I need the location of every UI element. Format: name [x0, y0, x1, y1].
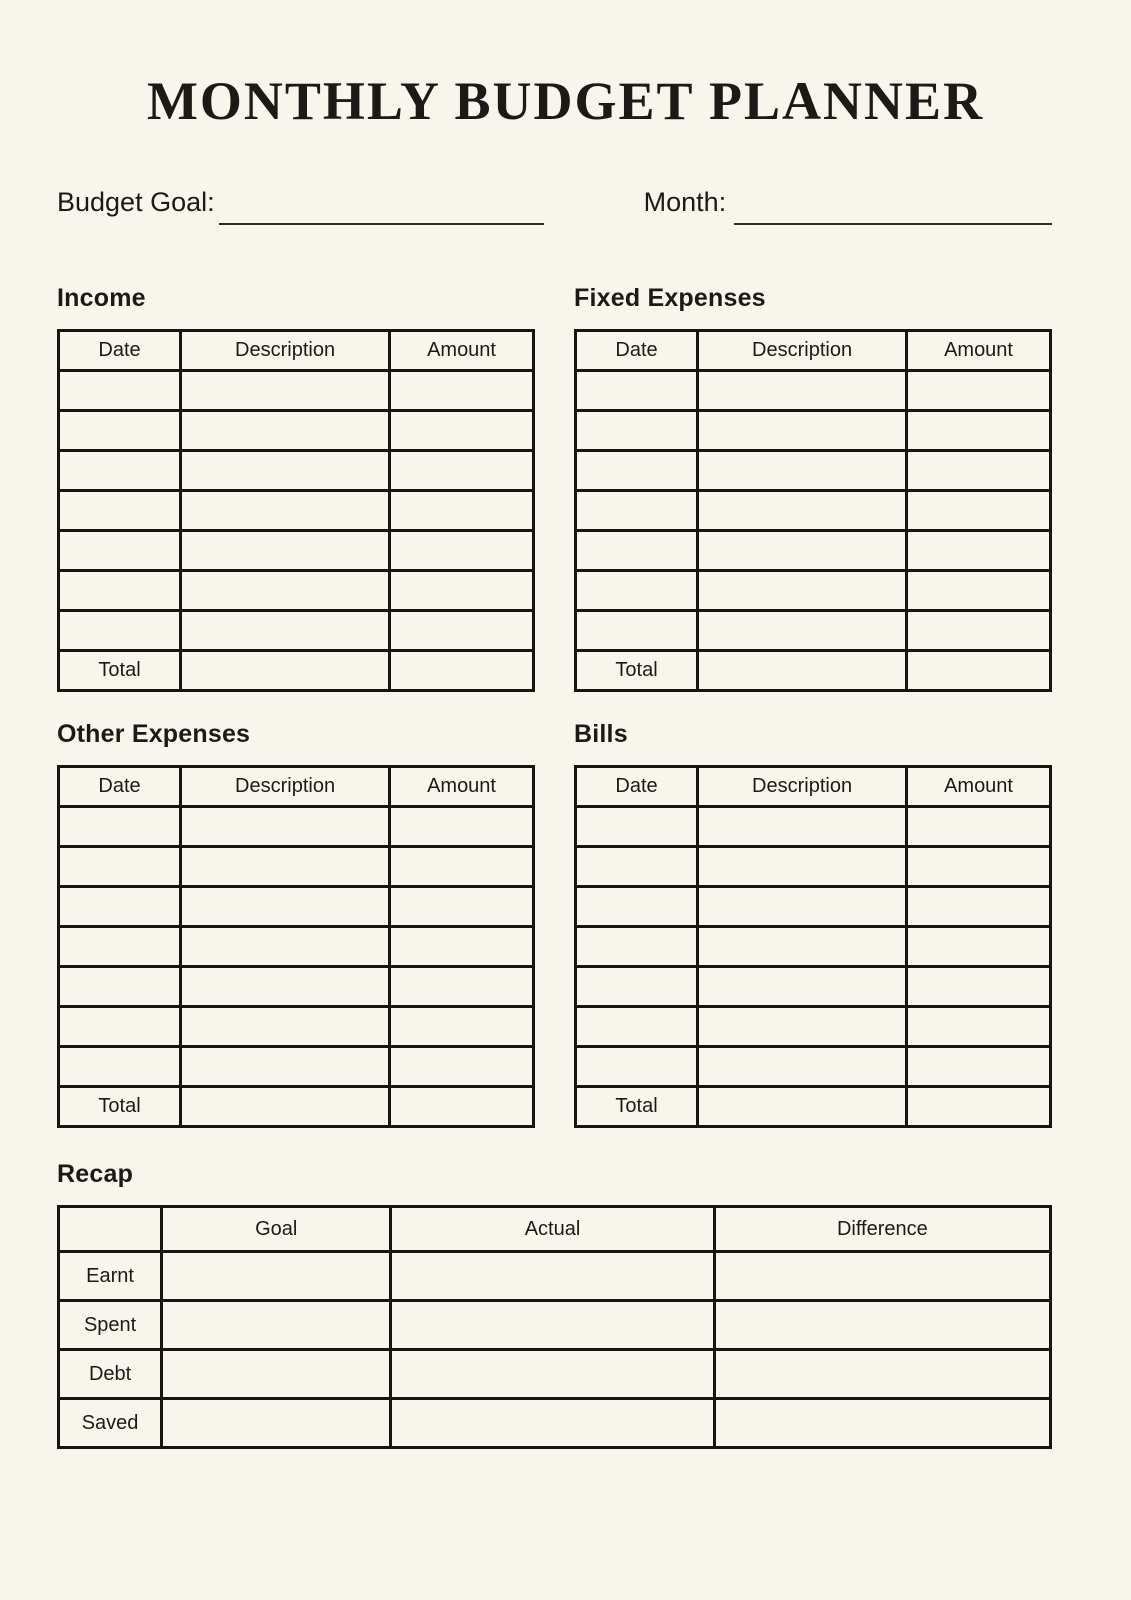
fixed-expenses-table [574, 329, 1052, 692]
fixed-expenses-row-6-date-cell[interactable] [576, 571, 698, 611]
other-expenses-row-1-description-cell[interactable] [181, 807, 390, 847]
other-expenses-total-description-cell[interactable] [181, 1087, 390, 1127]
ledger-sections [57, 284, 1131, 1128]
bills-row-7 [576, 1047, 1051, 1087]
recap-debt-goal-cell[interactable] [162, 1350, 391, 1399]
bills-row-2 [576, 847, 1051, 887]
recap-earnt-goal-cell[interactable] [162, 1252, 391, 1301]
bills-row-2-description-cell[interactable] [698, 847, 907, 887]
other-expenses-row-4-date-cell[interactable] [59, 927, 181, 967]
fixed-expenses-row-1-description-cell[interactable] [698, 371, 907, 411]
other-expenses-row-4-amount-cell[interactable] [390, 927, 534, 967]
fixed-expenses-row-1-amount-cell[interactable] [907, 371, 1051, 411]
fixed-expenses-heading: Fixed Expenses [574, 284, 766, 313]
income-row-2-amount-cell[interactable] [390, 411, 534, 451]
recap-table [57, 1205, 1052, 1449]
bills-row-4-description-cell[interactable] [698, 927, 907, 967]
fixed-expenses-row-7-date-cell[interactable] [576, 611, 698, 651]
bills-row-3-description-cell[interactable] [698, 887, 907, 927]
income-row-4 [59, 491, 534, 531]
recap-col-actual: Actual [391, 1207, 714, 1252]
bills-row-5-amount-cell[interactable] [907, 967, 1051, 1007]
other-expenses-row-5-date-cell[interactable] [59, 967, 181, 1007]
fixed-expenses-total-description-cell[interactable] [698, 651, 907, 691]
income-row-1-description-cell[interactable] [181, 371, 390, 411]
month-field[interactable] [734, 205, 1052, 225]
income-row-3 [59, 451, 534, 491]
recap-section [57, 1160, 1052, 1449]
income-col-date: Date [59, 331, 181, 371]
fixed-expenses-row-3-date-cell[interactable] [576, 451, 698, 491]
bills-row-2-amount-cell[interactable] [907, 847, 1051, 887]
fixed-expenses-row-4-amount-cell[interactable] [907, 491, 1051, 531]
income-row-6 [59, 571, 534, 611]
income-row-6-amount-cell[interactable] [390, 571, 534, 611]
fixed-expenses-row-7 [576, 611, 1051, 651]
recap-debt-difference-cell[interactable] [714, 1350, 1050, 1399]
income-row-4-date-cell[interactable] [59, 491, 181, 531]
recap-spent-actual-cell[interactable] [391, 1301, 714, 1350]
other-expenses-section [57, 720, 535, 1128]
fixed-expenses-row-5-date-cell[interactable] [576, 531, 698, 571]
bills-row-7-amount-cell[interactable] [907, 1047, 1051, 1087]
income-row-3-amount-cell[interactable] [390, 451, 534, 491]
income-row-5-amount-cell[interactable] [390, 531, 534, 571]
bills-row-6 [576, 1007, 1051, 1047]
recap-header-row [59, 1207, 1051, 1252]
fixed-expenses-row-2-date-cell[interactable] [576, 411, 698, 451]
bills-section [574, 720, 1052, 1128]
bills-row-1 [576, 807, 1051, 847]
income-row-2 [59, 411, 534, 451]
other-expenses-heading: Other Expenses [57, 720, 251, 749]
other-expenses-row-6-date-cell[interactable] [59, 1007, 181, 1047]
fixed-expenses-row-5 [576, 531, 1051, 571]
recap-spent-difference-cell[interactable] [714, 1301, 1050, 1350]
bills-row-3-amount-cell[interactable] [907, 887, 1051, 927]
income-row-5-description-cell[interactable] [181, 531, 390, 571]
fixed-expenses-total-amount-cell[interactable] [907, 651, 1051, 691]
other-expenses-row-6-amount-cell[interactable] [390, 1007, 534, 1047]
other-expenses-row-6-description-cell[interactable] [181, 1007, 390, 1047]
income-col-description: Description [181, 331, 390, 371]
income-row-3-description-cell[interactable] [181, 451, 390, 491]
income-header-row [59, 331, 534, 371]
income-col-amount: Amount [390, 331, 534, 371]
recap-earnt-difference-cell[interactable] [714, 1252, 1050, 1301]
income-row-7-amount-cell[interactable] [390, 611, 534, 651]
fixed-expenses-total-row [576, 651, 1051, 691]
recap-debt-label: Debt [59, 1350, 162, 1399]
other-expenses-col-description: Description [181, 767, 390, 807]
fixed-expenses-row-2 [576, 411, 1051, 451]
other-expenses-row-1-amount-cell[interactable] [390, 807, 534, 847]
income-row-3-date-cell[interactable] [59, 451, 181, 491]
bills-heading: Bills [574, 720, 628, 749]
income-row-1-date-cell[interactable] [59, 371, 181, 411]
other-expenses-row-7-amount-cell[interactable] [390, 1047, 534, 1087]
income-row-5 [59, 531, 534, 571]
fixed-expenses-row-6-description-cell[interactable] [698, 571, 907, 611]
income-row-4-amount-cell[interactable] [390, 491, 534, 531]
recap-saved-actual-cell[interactable] [391, 1399, 714, 1448]
income-row-5-date-cell[interactable] [59, 531, 181, 571]
recap-corner-cell [59, 1207, 162, 1252]
income-row-6-description-cell[interactable] [181, 571, 390, 611]
recap-earnt-actual-cell[interactable] [391, 1252, 714, 1301]
recap-heading: Recap [57, 1160, 134, 1189]
recap-row-earnt [59, 1252, 1051, 1301]
bills-col-amount: Amount [907, 767, 1051, 807]
other-expenses-row-2-description-cell[interactable] [181, 847, 390, 887]
bills-total-amount-cell[interactable] [907, 1087, 1051, 1127]
income-row-4-description-cell[interactable] [181, 491, 390, 531]
recap-row-spent [59, 1301, 1051, 1350]
recap-saved-difference-cell[interactable] [714, 1399, 1050, 1448]
page-title: MONTHLY BUDGET PLANNER [146, 71, 985, 131]
bills-total-label: Total [576, 1087, 698, 1127]
fixed-expenses-col-description: Description [698, 331, 907, 371]
other-expenses-total-row [59, 1087, 534, 1127]
recap-spent-goal-cell[interactable] [162, 1301, 391, 1350]
other-expenses-row-3 [59, 887, 534, 927]
bills-row-3 [576, 887, 1051, 927]
income-table [57, 329, 535, 692]
bills-row-4-amount-cell[interactable] [907, 927, 1051, 967]
bills-table [574, 765, 1052, 1128]
fixed-expenses-row-3-amount-cell[interactable] [907, 451, 1051, 491]
other-expenses-row-7 [59, 1047, 534, 1087]
bills-total-description-cell[interactable] [698, 1087, 907, 1127]
bills-row-6-amount-cell[interactable] [907, 1007, 1051, 1047]
bills-row-1-description-cell[interactable] [698, 807, 907, 847]
other-expenses-row-6 [59, 1007, 534, 1047]
bills-row-6-date-cell[interactable] [576, 1007, 698, 1047]
fixed-expenses-row-4-date-cell[interactable] [576, 491, 698, 531]
income-section [57, 284, 535, 692]
fixed-expenses-row-7-description-cell[interactable] [698, 611, 907, 651]
recap-col-goal: Goal [162, 1207, 391, 1252]
fixed-expenses-row-1 [576, 371, 1051, 411]
other-expenses-row-2-date-cell[interactable] [59, 847, 181, 887]
income-row-2-date-cell[interactable] [59, 411, 181, 451]
bills-row-5-description-cell[interactable] [698, 967, 907, 1007]
other-expenses-row-7-description-cell[interactable] [181, 1047, 390, 1087]
bills-row-4-date-cell[interactable] [576, 927, 698, 967]
fixed-expenses-row-1-date-cell[interactable] [576, 371, 698, 411]
other-expenses-row-4-description-cell[interactable] [181, 927, 390, 967]
bills-row-4 [576, 927, 1051, 967]
income-row-6-date-cell[interactable] [59, 571, 181, 611]
bills-row-5 [576, 967, 1051, 1007]
fixed-expenses-row-4-description-cell[interactable] [698, 491, 907, 531]
bills-total-row [576, 1087, 1051, 1127]
other-expenses-col-date: Date [59, 767, 181, 807]
other-expenses-row-3-description-cell[interactable] [181, 887, 390, 927]
other-expenses-row-1-date-cell[interactable] [59, 807, 181, 847]
other-expenses-total-label: Total [59, 1087, 181, 1127]
fixed-expenses-row-2-description-cell[interactable] [698, 411, 907, 451]
income-total-description-cell[interactable] [181, 651, 390, 691]
recap-saved-goal-cell[interactable] [162, 1399, 391, 1448]
bills-row-2-date-cell[interactable] [576, 847, 698, 887]
income-row-2-description-cell[interactable] [181, 411, 390, 451]
other-expenses-row-1 [59, 807, 534, 847]
bills-col-date: Date [576, 767, 698, 807]
fixed-expenses-row-5-description-cell[interactable] [698, 531, 907, 571]
fixed-expenses-row-5-amount-cell[interactable] [907, 531, 1051, 571]
other-expenses-header-row [59, 767, 534, 807]
fixed-expenses-header-row [576, 331, 1051, 371]
bills-row-1-amount-cell[interactable] [907, 807, 1051, 847]
bills-row-5-date-cell[interactable] [576, 967, 698, 1007]
bills-row-7-date-cell[interactable] [576, 1047, 698, 1087]
other-expenses-col-amount: Amount [390, 767, 534, 807]
fixed-expenses-col-amount: Amount [907, 331, 1051, 371]
income-row-1 [59, 371, 534, 411]
recap-saved-label: Saved [59, 1399, 162, 1448]
fixed-expenses-row-4 [576, 491, 1051, 531]
recap-col-difference: Difference [714, 1207, 1050, 1252]
other-expenses-table [57, 765, 535, 1128]
fixed-expenses-row-6-amount-cell[interactable] [907, 571, 1051, 611]
other-expenses-row-3-amount-cell[interactable] [390, 887, 534, 927]
recap-debt-actual-cell[interactable] [391, 1350, 714, 1399]
fixed-expenses-row-2-amount-cell[interactable] [907, 411, 1051, 451]
income-total-label: Total [59, 651, 181, 691]
income-total-row [59, 651, 534, 691]
fixed-expenses-col-date: Date [576, 331, 698, 371]
other-expenses-row-5-amount-cell[interactable] [390, 967, 534, 1007]
income-row-7-date-cell[interactable] [59, 611, 181, 651]
other-expenses-row-5-description-cell[interactable] [181, 967, 390, 1007]
recap-earnt-label: Earnt [59, 1252, 162, 1301]
budget-goal-field[interactable] [219, 205, 544, 225]
bills-row-1-date-cell[interactable] [576, 807, 698, 847]
recap-row-saved [59, 1399, 1051, 1448]
other-expenses-row-5 [59, 967, 534, 1007]
other-expenses-row-7-date-cell[interactable] [59, 1047, 181, 1087]
other-expenses-row-2 [59, 847, 534, 887]
other-expenses-row-3-date-cell[interactable] [59, 887, 181, 927]
other-expenses-row-2-amount-cell[interactable] [390, 847, 534, 887]
fixed-expenses-total-label: Total [576, 651, 698, 691]
other-expenses-row-4 [59, 927, 534, 967]
header-fields [57, 186, 1052, 218]
fixed-expenses-row-3 [576, 451, 1051, 491]
month-group [644, 186, 1052, 218]
bills-row-3-date-cell[interactable] [576, 887, 698, 927]
bills-row-7-description-cell[interactable] [698, 1047, 907, 1087]
fixed-expenses-section [574, 284, 1052, 692]
recap-spent-label: Spent [59, 1301, 162, 1350]
bills-header-row [576, 767, 1051, 807]
fixed-expenses-row-3-description-cell[interactable] [698, 451, 907, 491]
recap-row-debt [59, 1350, 1051, 1399]
income-row-1-amount-cell[interactable] [390, 371, 534, 411]
fixed-expenses-row-7-amount-cell[interactable] [907, 611, 1051, 651]
fixed-expenses-row-6 [576, 571, 1051, 611]
bills-col-description: Description [698, 767, 907, 807]
budget-goal-label: Budget Goal: [57, 187, 215, 217]
bills-row-6-description-cell[interactable] [698, 1007, 907, 1047]
other-expenses-total-amount-cell[interactable] [390, 1087, 534, 1127]
income-heading: Income [57, 284, 146, 313]
income-row-7 [59, 611, 534, 651]
month-label: Month: [643, 187, 727, 217]
income-total-amount-cell[interactable] [390, 651, 534, 691]
income-row-7-description-cell[interactable] [181, 611, 390, 651]
